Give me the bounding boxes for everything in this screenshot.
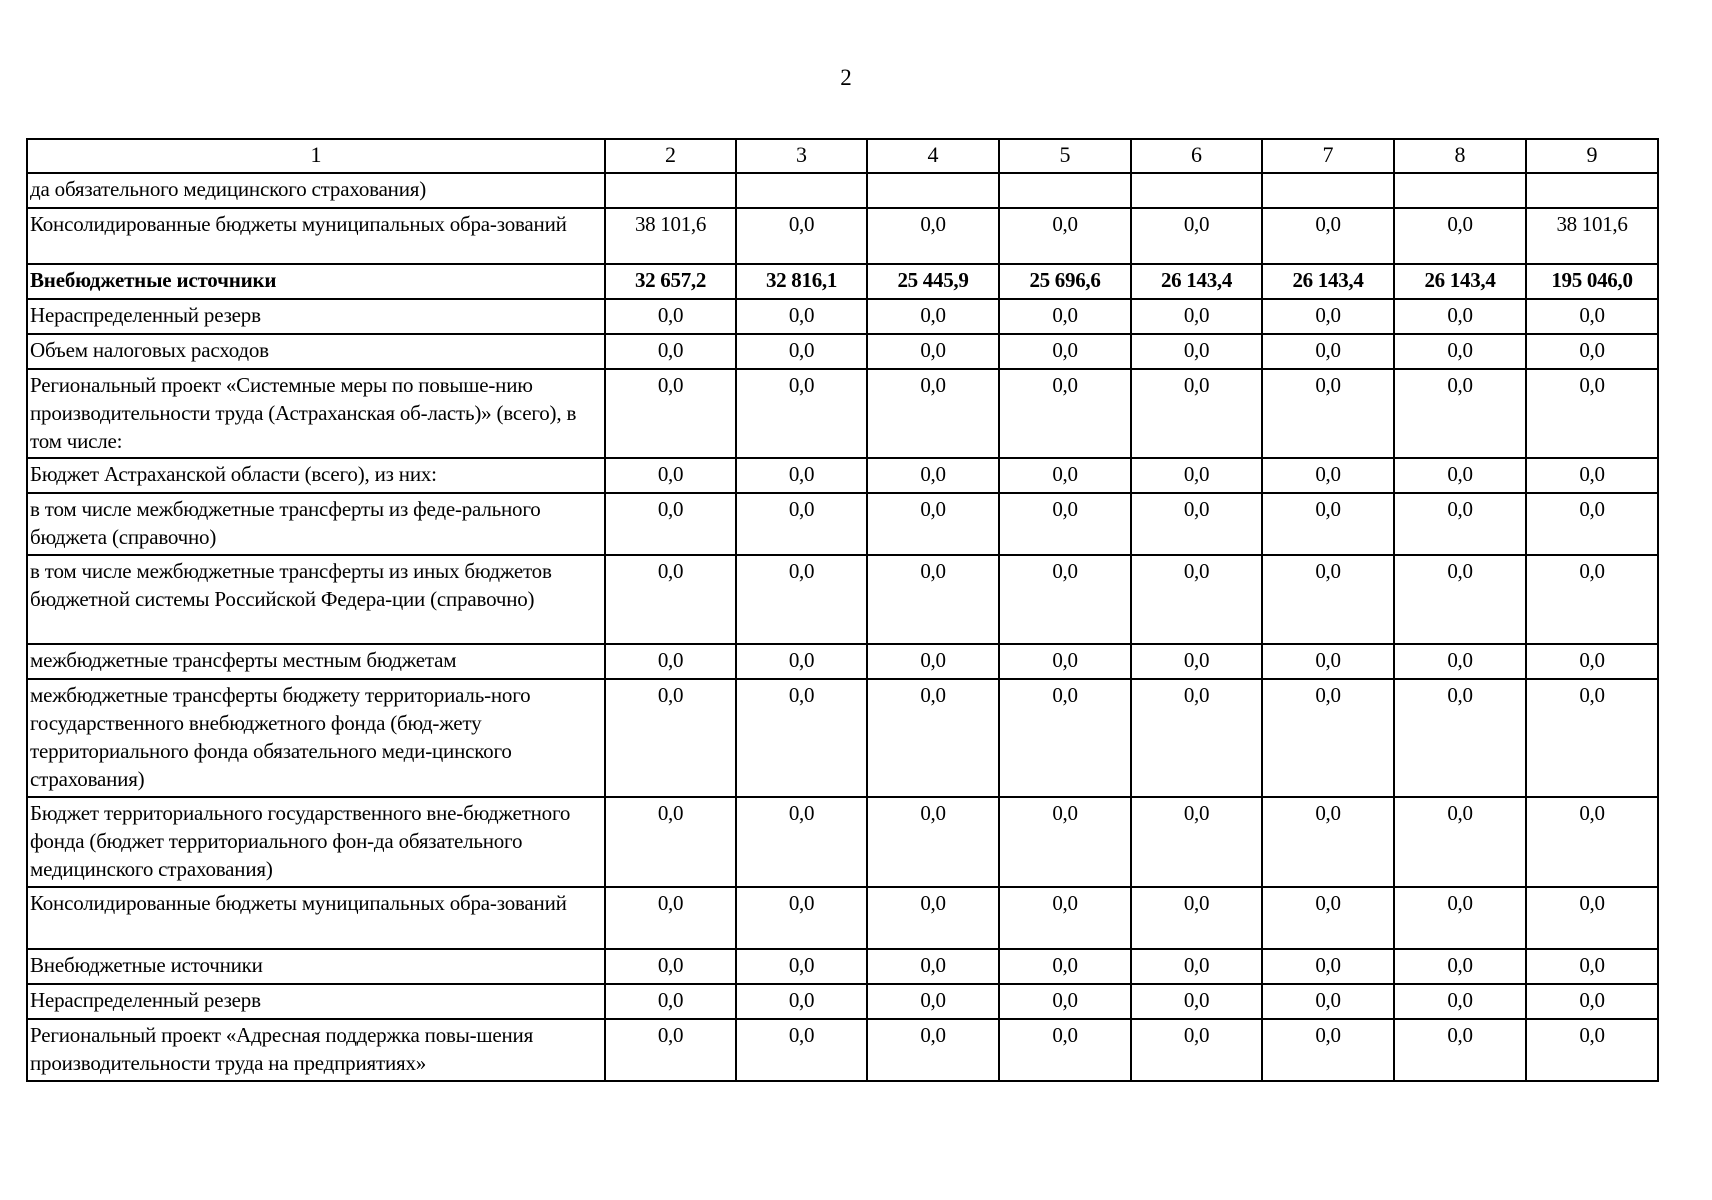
row-label: в том числе межбюджетные трансферты из иных бюджетов бюджетной системы Российской Федера-ции (справочно)	[27, 555, 605, 644]
value-cell: 0,0	[867, 369, 999, 458]
value-cell: 0,0	[867, 493, 999, 555]
value-cell: 0,0	[1526, 644, 1658, 679]
table-row	[27, 797, 1658, 887]
value-cell: 0,0	[1394, 949, 1526, 984]
value-cell	[999, 173, 1131, 208]
value-cell: 0,0	[867, 679, 999, 797]
value-cell: 0,0	[1394, 1019, 1526, 1081]
header-row	[27, 139, 1658, 173]
value-cell: 0,0	[1131, 797, 1262, 887]
row-label: Консолидированные бюджеты муниципальных обра-зований	[27, 887, 605, 949]
value-cell: 0,0	[1262, 984, 1394, 1019]
value-cell: 0,0	[1394, 555, 1526, 644]
row-label: Консолидированные бюджеты муниципальных обра-зований	[27, 208, 605, 264]
column-header: 3	[736, 139, 867, 173]
value-cell: 0,0	[736, 334, 867, 369]
table-row	[27, 887, 1658, 949]
value-cell: 0,0	[1526, 555, 1658, 644]
value-cell: 0,0	[1262, 493, 1394, 555]
value-cell: 0,0	[1394, 493, 1526, 555]
value-cell: 0,0	[1262, 334, 1394, 369]
value-cell: 0,0	[736, 208, 867, 264]
value-cell: 0,0	[1394, 679, 1526, 797]
value-cell: 0,0	[605, 887, 736, 949]
row-label: межбюджетные трансферты местным бюджетам	[27, 644, 605, 679]
value-cell: 26 143,4	[1262, 264, 1394, 299]
value-cell: 0,0	[867, 299, 999, 334]
value-cell: 0,0	[736, 493, 867, 555]
value-cell: 0,0	[1526, 797, 1658, 887]
value-cell: 0,0	[999, 458, 1131, 493]
value-cell: 0,0	[1262, 797, 1394, 887]
value-cell: 0,0	[736, 887, 867, 949]
column-header: 9	[1526, 139, 1658, 173]
value-cell: 0,0	[999, 644, 1131, 679]
value-cell: 0,0	[605, 797, 736, 887]
value-cell: 0,0	[1526, 493, 1658, 555]
value-cell: 0,0	[736, 555, 867, 644]
value-cell: 0,0	[736, 458, 867, 493]
value-cell: 0,0	[1394, 299, 1526, 334]
row-label: да обязательного медицинского страхования)	[27, 173, 605, 208]
column-header: 6	[1131, 139, 1262, 173]
value-cell: 0,0	[999, 887, 1131, 949]
value-cell: 32 816,1	[736, 264, 867, 299]
value-cell: 0,0	[736, 644, 867, 679]
value-cell: 0,0	[1526, 369, 1658, 458]
value-cell: 0,0	[605, 555, 736, 644]
value-cell: 0,0	[1262, 299, 1394, 334]
row-label: Региональный проект «Системные меры по повыше-нию производительности труда (Астраханская об-ласть)» (всего), в том числе:	[27, 369, 605, 458]
row-label: Объем налоговых расходов	[27, 334, 605, 369]
value-cell: 0,0	[1131, 369, 1262, 458]
page-number: 2	[840, 65, 852, 90]
value-cell: 0,0	[999, 555, 1131, 644]
value-cell: 0,0	[1131, 299, 1262, 334]
row-label: Региональный проект «Адресная поддержка повы-шения производительности труда на предприятиях»	[27, 1019, 605, 1081]
value-cell: 0,0	[1131, 458, 1262, 493]
value-cell	[1526, 173, 1658, 208]
value-cell	[1262, 173, 1394, 208]
value-cell: 0,0	[736, 1019, 867, 1081]
value-cell: 0,0	[1262, 208, 1394, 264]
value-cell: 0,0	[1394, 644, 1526, 679]
value-cell: 0,0	[1262, 949, 1394, 984]
value-cell: 0,0	[867, 644, 999, 679]
column-header: 2	[605, 139, 736, 173]
value-cell: 0,0	[1262, 1019, 1394, 1081]
value-cell: 0,0	[1526, 299, 1658, 334]
value-cell	[736, 173, 867, 208]
value-cell: 38 101,6	[1526, 208, 1658, 264]
value-cell: 0,0	[1394, 887, 1526, 949]
table-row	[27, 264, 1658, 299]
value-cell: 0,0	[605, 679, 736, 797]
value-cell: 0,0	[867, 797, 999, 887]
table-row	[27, 1019, 1658, 1081]
value-cell: 0,0	[1131, 493, 1262, 555]
value-cell	[1131, 173, 1262, 208]
row-label: межбюджетные трансферты бюджету территориаль-ного государственного внебюджетного фонда (бюд-жету территориального фонда обязательного меди-цинского страхования)	[27, 679, 605, 797]
table-row	[27, 208, 1658, 264]
value-cell: 38 101,6	[605, 208, 736, 264]
value-cell: 0,0	[867, 208, 999, 264]
value-cell: 0,0	[1526, 1019, 1658, 1081]
value-cell: 0,0	[1526, 949, 1658, 984]
column-header: 7	[1262, 139, 1394, 173]
value-cell: 0,0	[605, 299, 736, 334]
value-cell: 0,0	[605, 369, 736, 458]
value-cell: 0,0	[1131, 984, 1262, 1019]
value-cell: 0,0	[736, 369, 867, 458]
value-cell: 0,0	[999, 984, 1131, 1019]
value-cell: 0,0	[867, 555, 999, 644]
value-cell: 0,0	[736, 797, 867, 887]
value-cell: 0,0	[1131, 555, 1262, 644]
table-row	[27, 458, 1658, 493]
row-label: в том числе межбюджетные трансферты из феде-рального бюджета (справочно)	[27, 493, 605, 555]
value-cell: 0,0	[605, 458, 736, 493]
value-cell: 0,0	[999, 949, 1131, 984]
value-cell	[1394, 173, 1526, 208]
value-cell: 0,0	[999, 679, 1131, 797]
value-cell: 0,0	[1526, 679, 1658, 797]
value-cell: 0,0	[867, 887, 999, 949]
value-cell: 0,0	[605, 644, 736, 679]
value-cell: 26 143,4	[1131, 264, 1262, 299]
value-cell: 0,0	[605, 334, 736, 369]
value-cell: 25 696,6	[999, 264, 1131, 299]
value-cell: 0,0	[867, 984, 999, 1019]
value-cell: 0,0	[999, 369, 1131, 458]
table-row	[27, 493, 1658, 555]
value-cell: 0,0	[999, 334, 1131, 369]
value-cell: 0,0	[867, 334, 999, 369]
value-cell: 0,0	[1526, 458, 1658, 493]
column-header: 8	[1394, 139, 1526, 173]
table-row	[27, 334, 1658, 369]
value-cell: 0,0	[1131, 679, 1262, 797]
table-row	[27, 949, 1658, 984]
row-label: Бюджет Астраханской области (всего), из них:	[27, 458, 605, 493]
value-cell: 0,0	[1394, 984, 1526, 1019]
value-cell: 0,0	[1526, 984, 1658, 1019]
value-cell: 0,0	[867, 458, 999, 493]
value-cell: 0,0	[1131, 1019, 1262, 1081]
value-cell: 0,0	[1262, 555, 1394, 644]
value-cell: 0,0	[1131, 949, 1262, 984]
value-cell: 0,0	[1131, 334, 1262, 369]
value-cell: 0,0	[1131, 887, 1262, 949]
value-cell: 25 445,9	[867, 264, 999, 299]
table-row	[27, 644, 1658, 679]
value-cell: 0,0	[1262, 887, 1394, 949]
value-cell: 0,0	[1394, 369, 1526, 458]
value-cell: 0,0	[1394, 458, 1526, 493]
value-cell: 0,0	[999, 208, 1131, 264]
value-cell: 0,0	[999, 299, 1131, 334]
value-cell: 0,0	[1131, 644, 1262, 679]
value-cell: 0,0	[605, 493, 736, 555]
row-label: Внебюджетные источники	[27, 264, 605, 299]
table-row	[27, 173, 1658, 208]
value-cell: 0,0	[736, 949, 867, 984]
table-row	[27, 369, 1658, 458]
table-row	[27, 555, 1658, 644]
value-cell: 32 657,2	[605, 264, 736, 299]
row-label: Внебюджетные источники	[27, 949, 605, 984]
value-cell: 0,0	[605, 949, 736, 984]
value-cell: 0,0	[867, 1019, 999, 1081]
table-row	[27, 984, 1658, 1019]
row-label: Нераспределенный резерв	[27, 984, 605, 1019]
table-body	[27, 139, 1658, 1081]
value-cell: 0,0	[1394, 797, 1526, 887]
row-label: Бюджет территориального государственного вне-бюджетного фонда (бюджет территориального фон-да обязательного медицинского страхования)	[27, 797, 605, 887]
row-label: Нераспределенный резерв	[27, 299, 605, 334]
column-header: 1	[27, 139, 605, 173]
value-cell: 0,0	[1262, 458, 1394, 493]
budget-table	[26, 138, 1659, 1082]
value-cell: 0,0	[605, 1019, 736, 1081]
value-cell	[867, 173, 999, 208]
value-cell: 0,0	[867, 949, 999, 984]
value-cell: 0,0	[999, 1019, 1131, 1081]
value-cell: 0,0	[1394, 208, 1526, 264]
column-header: 4	[867, 139, 999, 173]
value-cell: 0,0	[605, 984, 736, 1019]
value-cell: 0,0	[1262, 369, 1394, 458]
table-row	[27, 679, 1658, 797]
value-cell: 0,0	[1394, 334, 1526, 369]
value-cell: 195 046,0	[1526, 264, 1658, 299]
value-cell: 0,0	[999, 493, 1131, 555]
value-cell: 0,0	[736, 984, 867, 1019]
value-cell: 0,0	[1131, 208, 1262, 264]
value-cell: 0,0	[999, 797, 1131, 887]
value-cell	[605, 173, 736, 208]
value-cell: 0,0	[1262, 679, 1394, 797]
value-cell: 26 143,4	[1394, 264, 1526, 299]
value-cell: 0,0	[1526, 887, 1658, 949]
value-cell: 0,0	[1526, 334, 1658, 369]
value-cell: 0,0	[736, 679, 867, 797]
table-row	[27, 299, 1658, 334]
column-header: 5	[999, 139, 1131, 173]
value-cell: 0,0	[736, 299, 867, 334]
value-cell: 0,0	[1262, 644, 1394, 679]
